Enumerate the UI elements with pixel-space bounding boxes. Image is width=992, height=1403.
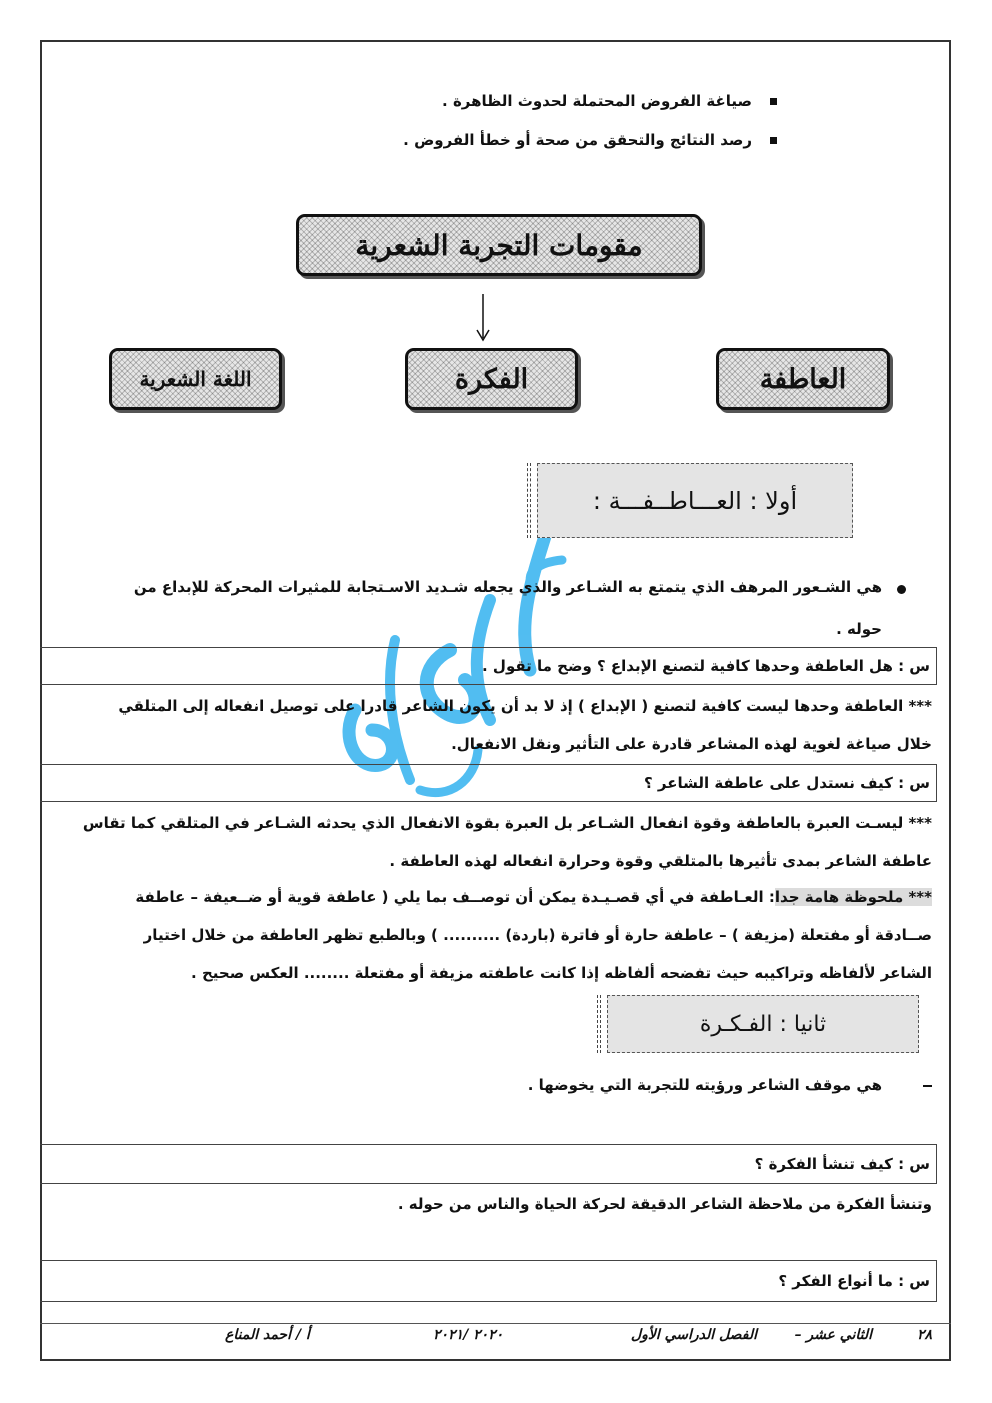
dash-bullet-icon — [923, 1085, 932, 1087]
definition-line: حوله . — [836, 620, 882, 638]
note-line: صــادقة أو مفتعلة (مزيفة ) – عاطفة حارة أو فاترة (باردة) .......... ) وبالطبع تظهر العاطفة من خلال اختيار — [143, 926, 932, 944]
answer-line: وتنشأ الفكرة من ملاحظة الشاعر الدقيقة لحركة الحياة والناس من حوله . — [397, 1195, 932, 1213]
bullet-dot-icon — [897, 585, 906, 594]
note-line: الشاعر لألفاظه وتراكيبه حيث تفضحه ألفاظه إذا كانت عاطفته مزيفة أو مفتعلة ........ العكس صحيح . — [191, 964, 932, 982]
answer-line: خلال صياغة لغوية لهذه المشاعر قادرة على التأثير ونقل الانفعال. — [451, 735, 932, 753]
diagram-box-language: اللغة الشعرية — [109, 348, 282, 410]
footer-grade: الثاني عشر – — [794, 1327, 872, 1343]
footer-semester: الفصل الدراسي الأول — [630, 1327, 757, 1343]
definition-line: هي موقف الشاعر ورؤيته للتجربة التي يخوضها . — [527, 1076, 882, 1094]
bullet-square-icon — [770, 98, 777, 105]
section-marker — [527, 463, 531, 538]
footer-year: ٢٠٢٠ /٢٠٢١ — [433, 1327, 504, 1343]
question-row: س : كيف تنشأ الفكرة ؟ — [40, 1144, 937, 1184]
question-row: س : هل العاطفة وحدها كافية لتصنع الإبداع ؟ وضح ما تقول . — [40, 647, 937, 685]
note-label: *** ملحوظة هامة جدا — [774, 888, 932, 906]
diagram-box-idea: الفكرة — [405, 348, 578, 410]
section-marker — [597, 995, 601, 1053]
question-row: س : ما أنواع الفكر ؟ — [40, 1260, 937, 1302]
section-heading-emotion: أولا : العـــاطــفـــة : — [537, 463, 853, 538]
answer-line: *** العاطفة وحدها ليست كافية لتصنع ( الإبداع ) إذ لا بد أن يكون الشاعر قادرا على توصيل انفعاله إلى المتلقي — [118, 697, 932, 715]
diagram-title-box: مقومات التجربة الشعرية — [296, 214, 702, 276]
answer-line: عاطفة الشاعر بمدى تأثيرها بالمتلقي وقوة وحرارة انفعاله لهذه العاطفة . — [389, 852, 932, 870]
bullet-square-icon — [770, 137, 777, 144]
note-line: *** ملحوظة هامة جدا : العـاطفة في أي قصـيـدة يمكن أن توصــف بما يلي ( عاطفة قوية أو ضــعيفة – عاطفة — [135, 888, 932, 906]
footer-divider — [40, 1323, 951, 1324]
diagram-box-emotion: العاطفة — [716, 348, 890, 410]
footer-author: أ / أحمد المناع — [225, 1327, 310, 1343]
question-row: س : كيف نستدل على عاطفة الشاعر ؟ — [40, 764, 937, 802]
section-heading-idea: ثانيا : الفـكـرة — [607, 995, 919, 1053]
definition-line: هي الشـعور المرهف الذي يتمتع به الشـاعر والذي يجعله شـديد الاسـتجابة للمثيرات المحركة للإبداع من — [133, 578, 882, 596]
arrow-down-icon — [475, 294, 491, 344]
page-number: ٢٨ — [916, 1327, 932, 1343]
bullet-item: صياغة الفروض المحتملة لحدوث الظاهرة . — [442, 92, 777, 110]
bullet-item: رصد النتائج والتحقق من صحة أو خطأ الفروض . — [403, 131, 777, 149]
answer-line: *** ليسـت العبرة بالعاطفة وقوة انفعال الشـاعر بل العبرة بقوة الانفعال الذي يحدثه الشـاعر في المتلقي كما تقاس — [82, 814, 932, 832]
